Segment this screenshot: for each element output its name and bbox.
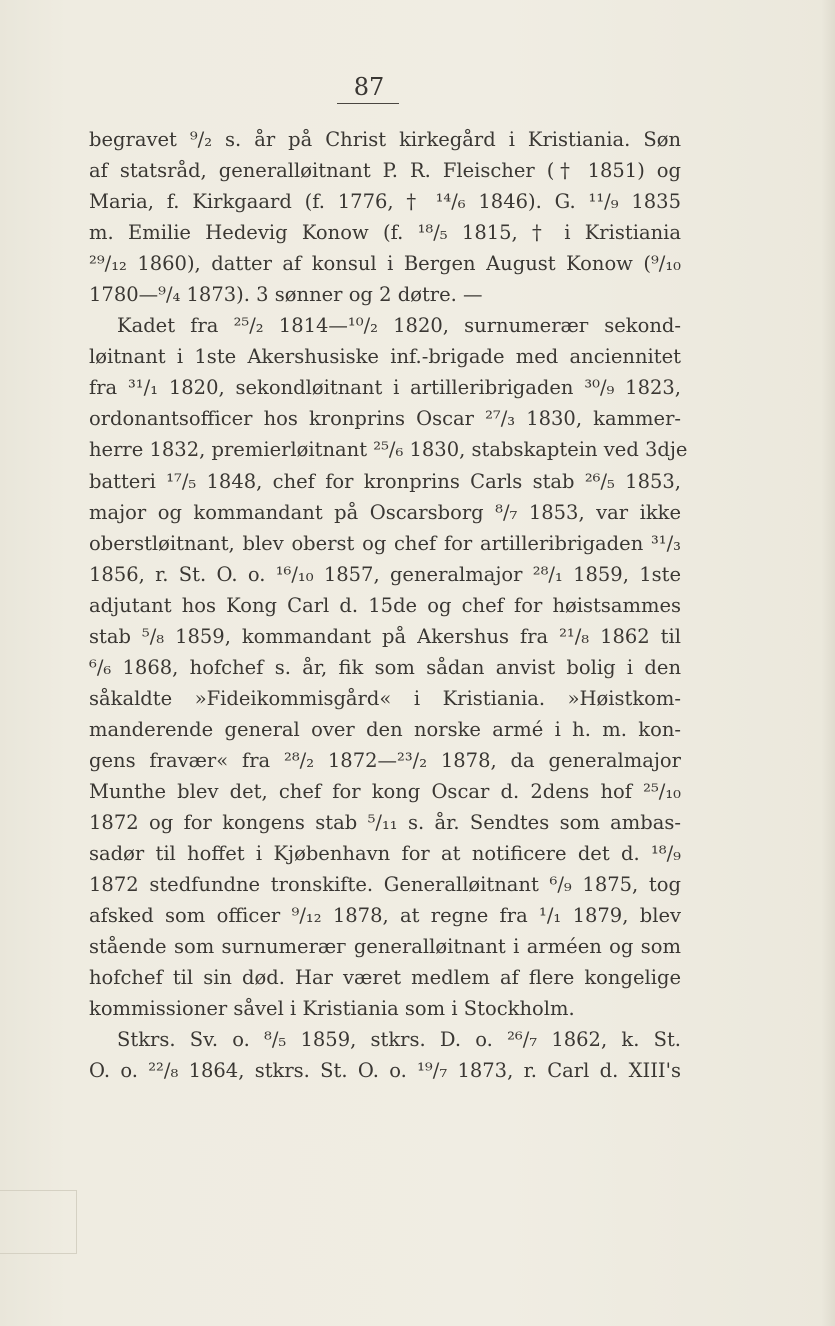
text-line: ordonantsofficer hos kronprins Oscar ²⁷/₃ 1830, kammer- (89, 407, 681, 431)
text-line: 1780—⁹/₄ 1873). 3 sønner og 2 døtre. — (89, 283, 483, 307)
text-line: adjutant hos Kong Carl d. 15de og chef for høistsammes (89, 593, 681, 617)
text-line: ⁶/₆ 1868, hofchef s. år, fik som sådan anvist bolig i den (89, 655, 681, 679)
text-line: m. Emilie Hedevig Konow (f. ¹⁸/₅ 1815, † i Kristiania (89, 221, 681, 245)
text-line: stab ⁵/₈ 1859, kommandant på Akershus fra ²¹/₈ 1862 til (89, 624, 681, 648)
text-line: O. o. ²²/₈ 1864, stkrs. St. O. o. ¹⁹/₇ 1873, r. Carl d. XIII's (89, 1059, 681, 1083)
text-line: Munthe blev det, chef for kong Oscar d. 2dens hof ²⁵/₁₀ (89, 779, 681, 803)
text-line: gens fravær« fra ²⁸/₂ 1872—²³/₂ 1878, da generalmajor (89, 748, 681, 772)
text-line: batteri ¹⁷/₅ 1848, chef for kronprins Carls stab ²⁶/₅ 1853, (89, 469, 681, 493)
body-text (89, 124, 688, 1086)
text-line: ²⁹/₁₂ 1860), datter af konsul i Bergen August Konow (⁹/₁₀ (89, 252, 681, 276)
text-line: herre 1832, premierløitnant ²⁵/₆ 1830, stabskaptein ved 3dje (89, 438, 688, 462)
text-line: 1856, r. St. O. o. ¹⁶/₁₀ 1857, generalmajor ²⁸/₁ 1859, 1ste (89, 562, 681, 586)
text-line: begravet ⁹/₂ s. år på Christ kirkegård i Kristiania. Søn (89, 128, 681, 151)
text-line: fra ³¹/₁ 1820, sekondløitnant i artilleribrigaden ³⁰/₉ 1823, (89, 376, 681, 400)
text-line: af statsråd, generalløitnant P. R. Fleischer († 1851) og (89, 159, 681, 183)
text-line: oberstløitnant, blev oberst og chef for artilleribrigaden ³¹/₃ (89, 531, 681, 555)
page-number: 87 (353, 73, 385, 101)
text-line: kommissioner såvel i Kristiania som i Stockholm. (89, 997, 575, 1021)
text-line: 1872 stedfundne tronskifte. Generalløitnant ⁶/₉ 1875, tog (89, 873, 681, 897)
text-line: stående som surnumeræг generalløitnant i arméen og som (89, 935, 681, 959)
text-line: 1872 og for kongens stab ⁵/₁₁ s. år. Sendtes som ambas- (89, 811, 681, 835)
text-line: Maria, f. Kirkgaard (f. 1776, † ¹⁴/₆ 1846). G. ¹¹/₉ 1835 (89, 190, 681, 214)
page-number-rule (337, 103, 399, 104)
page-edge-shadow (821, 0, 835, 1326)
text-line: Stkrs. Sv. o. ⁸/₅ 1859, stkrs. D. o. ²⁶/₇ 1862, k. St. (117, 1028, 681, 1052)
text-line: løitnant i 1ste Akershusiske inf.-brigade med anciennitet (89, 345, 681, 369)
text-line: hofchef til sin død. Har været medlem af flere kongelige (89, 966, 681, 990)
page-edge-mark (0, 1190, 77, 1254)
text-line: afsked som officer ⁹/₁₂ 1878, at regne fra ¹/₁ 1879, blev (89, 904, 681, 928)
text-line: sadør til hoffet i Kjøbenhavn for at notificere det d. ¹⁸/₉ (89, 842, 681, 866)
text-line: Kadet fra ²⁵/₂ 1814—¹⁰/₂ 1820, surnumeræг sekond- (117, 314, 681, 338)
text-line: manderende general over den norske armé i h. m. kon- (89, 717, 681, 741)
text-line: major og kommandant på Oscarsborg ⁸/₇ 1853, var ikke (89, 500, 681, 524)
text-line: såkaldte »Fideikommisgård« i Kristiania. »Høistkom- (89, 686, 681, 710)
